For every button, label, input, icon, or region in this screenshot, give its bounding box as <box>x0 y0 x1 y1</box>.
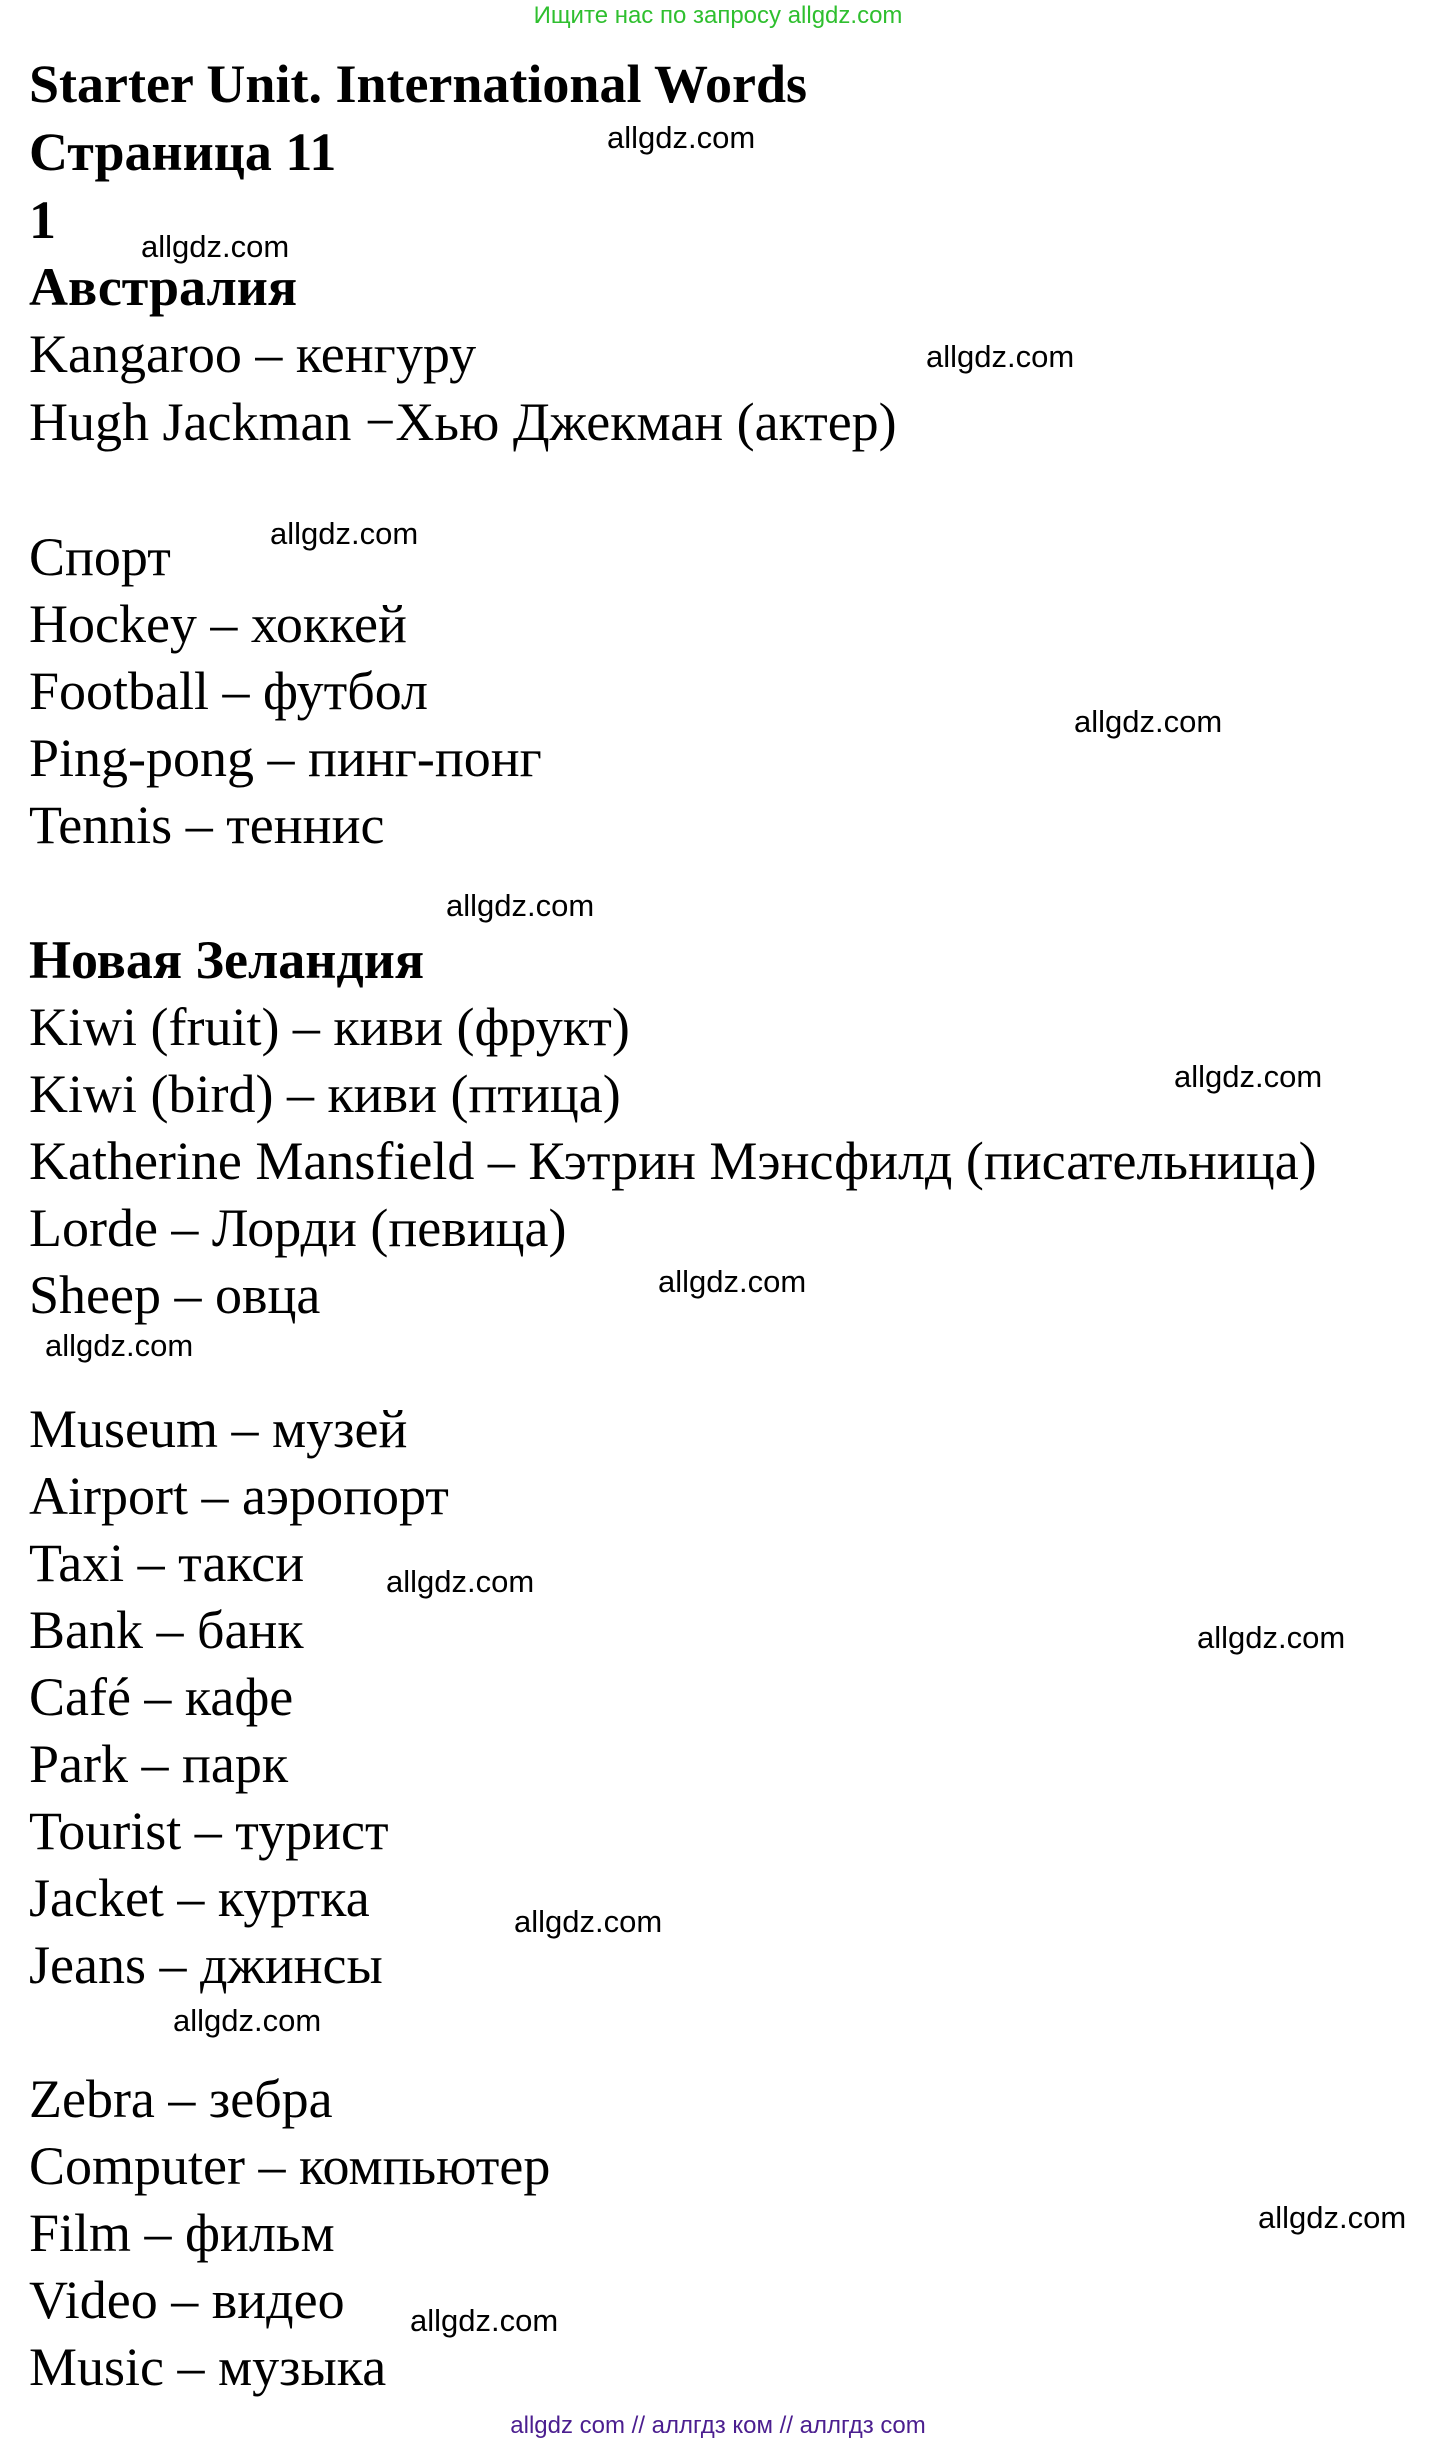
vocab-item: Kiwi (bird) – киви (птица) <box>29 1064 621 1124</box>
vocab-item: Tennis – теннис <box>29 795 385 855</box>
vocab-item: Tourist – турист <box>29 1801 389 1861</box>
vocab-item: Computer – компьютер <box>29 2136 551 2196</box>
section-heading-australia: Австралия <box>29 257 298 317</box>
exercise-number: 1 <box>29 190 56 250</box>
document-title: Starter Unit. International Words <box>29 54 808 114</box>
top-search-banner: Ищите нас по запросу allgdz.com <box>533 2 903 29</box>
watermark: allgdz.com <box>270 516 419 551</box>
page-number: Страница 11 <box>29 122 337 182</box>
vocab-item: Video – видео <box>29 2270 345 2330</box>
watermark: allgdz.com <box>658 1264 807 1299</box>
vocab-item: Football – футбол <box>29 661 428 721</box>
vocab-item: Bank – банк <box>29 1600 304 1660</box>
vocab-item: Film – фильм <box>29 2203 335 2263</box>
watermark: allgdz.com <box>173 2003 322 2038</box>
vocab-item: Music – музыка <box>29 2337 387 2397</box>
watermark: allgdz.com <box>410 2303 559 2338</box>
watermark: allgdz.com <box>514 1904 663 1939</box>
watermark: allgdz.com <box>141 229 290 264</box>
vocab-item: Katherine Mansfield – Кэтрин Мэнсфилд (писательница) <box>29 1131 1317 1191</box>
vocab-item: Hugh Jackman −Хью Джекман (актер) <box>29 392 897 452</box>
vocab-item: Lorde – Лорди (певица) <box>29 1198 567 1258</box>
vocab-item: Hockey – хоккей <box>29 594 407 654</box>
watermark: allgdz.com <box>926 339 1075 374</box>
watermark: allgdz.com <box>446 888 595 923</box>
watermark: allgdz.com <box>386 1564 535 1599</box>
section-heading-new-zealand: Новая Зеландия <box>29 930 425 990</box>
vocab-item: Zebra – зебра <box>29 2069 333 2129</box>
bottom-banner: allgdz com // аллгдз ком // аллгдз com <box>510 2412 926 2439</box>
vocab-item: Kiwi (fruit) – киви (фрукт) <box>29 997 630 1057</box>
vocab-item: Taxi – такси <box>29 1533 305 1593</box>
vocab-item: Jacket – куртка <box>29 1868 370 1928</box>
vocab-item: Museum – музей <box>29 1399 408 1459</box>
vocab-item: Ping-pong – пинг-понг <box>29 728 542 788</box>
watermark: allgdz.com <box>1074 704 1223 739</box>
watermark: allgdz.com <box>1197 1620 1346 1655</box>
vocab-item: Sheep – овца <box>29 1265 321 1325</box>
vocab-item: Jeans – джинсы <box>29 1935 383 1995</box>
watermark: allgdz.com <box>1258 2200 1407 2235</box>
watermark: allgdz.com <box>45 1328 194 1363</box>
watermark: allgdz.com <box>607 120 756 155</box>
vocab-item: Kangaroo – кенгуру <box>29 324 477 384</box>
vocab-item: Café – кафе <box>29 1667 294 1727</box>
vocab-item: Park – парк <box>29 1734 289 1794</box>
watermark: allgdz.com <box>1174 1059 1323 1094</box>
section-heading-sport: Спорт <box>29 527 171 587</box>
vocab-item: Airport – аэропорт <box>29 1466 449 1526</box>
